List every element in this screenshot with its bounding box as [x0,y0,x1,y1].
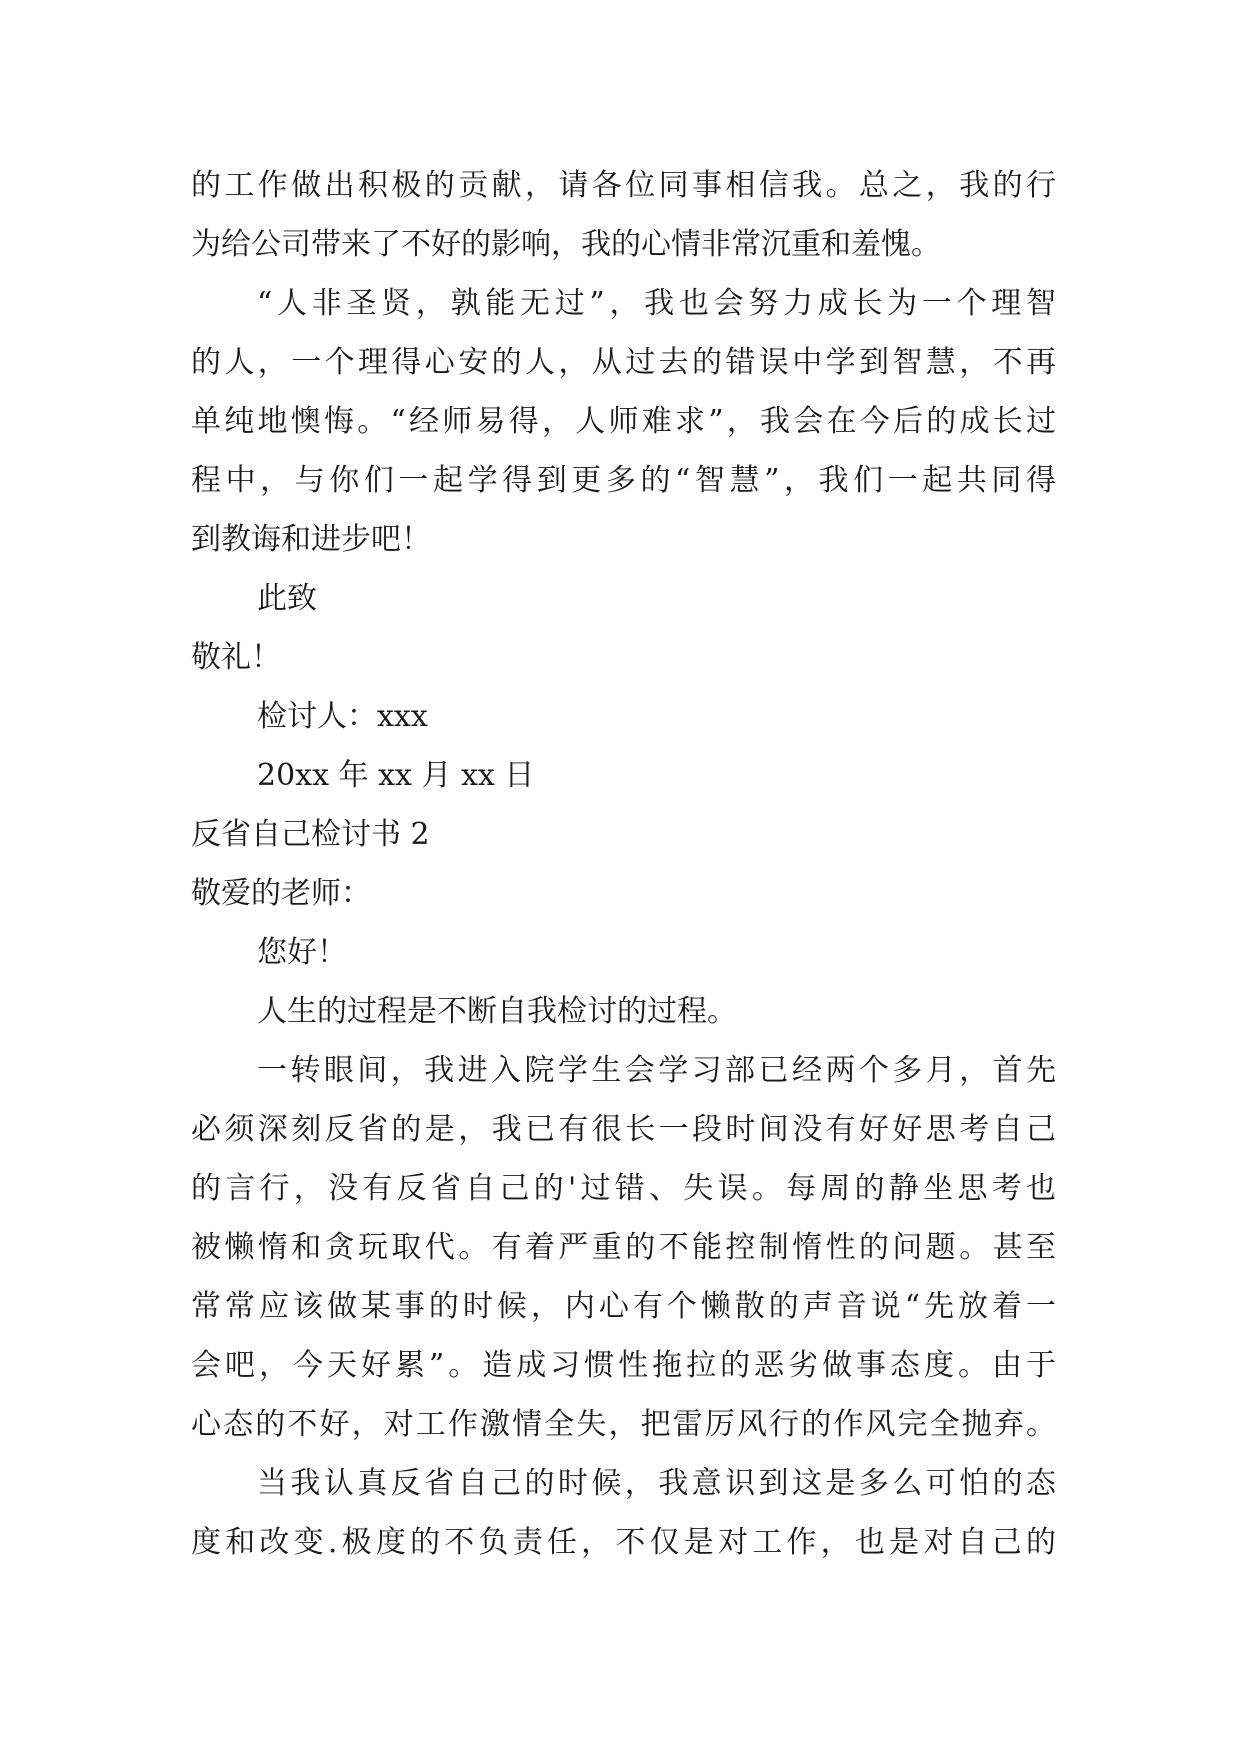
text-line: 到教诲和进步吧！ [191,522,431,557]
text-line: 的言行，没有反省自己的'过错、失误。每周的静坐思考也 [191,1171,1056,1206]
text-line: “人非圣贤，孰能无过”，我也会努力成长为一个理智 [257,286,1056,321]
text-line: 常常应该做某事的时候，内心有个懒散的声音说“先放着一 [191,1289,1056,1324]
greeting: 您好！ [257,935,347,970]
text-line: 被懒惰和贪玩取代。有着严重的不能控制惰性的问题。甚至 [191,1230,1056,1265]
section-title: 反省自己检讨书 2 [191,817,430,852]
text-line: 当我认真反省自己的时候，我意识到这是多么可怕的态 [257,1466,1056,1501]
letter-1-paragraph-end [191,156,1056,274]
text-line: 度和改变.极度的不负责任，不仅是对工作，也是对自己的 [191,1525,1056,1560]
text-line: 会吧，今天好累”。造成习惯性拖拉的恶劣做事态度。由于 [191,1348,1056,1383]
text-line: 一转眼间，我进入院学生会学习部已经两个多月，首先 [257,1053,1056,1088]
text-line: 单纯地懊悔。“经师易得，人师难求”，我会在今后的成长过 [191,404,1056,439]
letter-2-paragraph-2 [191,1041,1056,1454]
document-body [191,156,1056,1572]
closing-salute: 敬礼！ [191,640,281,675]
text-line: 心态的不好，对工作激情全失，把雷厉风行的作风完全抛弃。 [191,1407,1056,1442]
letter-2-paragraph-1 [191,982,1056,1041]
text-line: 的人，一个理得心安的人，从过去的错误中学到智慧，不再 [191,345,1056,380]
signer: 检讨人：xxx [257,699,428,734]
text-line: 的工作做出积极的贡献，请各位同事相信我。总之，我的行 [191,168,1056,203]
closing-phrase: 此致 [257,581,317,616]
letter-2-paragraph-3 [191,1454,1056,1572]
text-line: 程中，与你们一起学得到更多的“智慧”，我们一起共同得 [191,463,1056,498]
text-line: 为给公司带来了不好的影响，我的心情非常沉重和羞愧。 [191,227,941,262]
text-line: 必须深刻反省的是，我已有很长一段时间没有好好思考自己 [191,1112,1056,1147]
date: 20xx 年 xx 月 xx 日 [257,758,535,793]
text-line: 人生的过程是不断自我检讨的过程。 [257,994,737,1029]
letter-1-paragraph-2 [191,274,1056,569]
salutation: 敬爱的老师： [191,876,371,911]
